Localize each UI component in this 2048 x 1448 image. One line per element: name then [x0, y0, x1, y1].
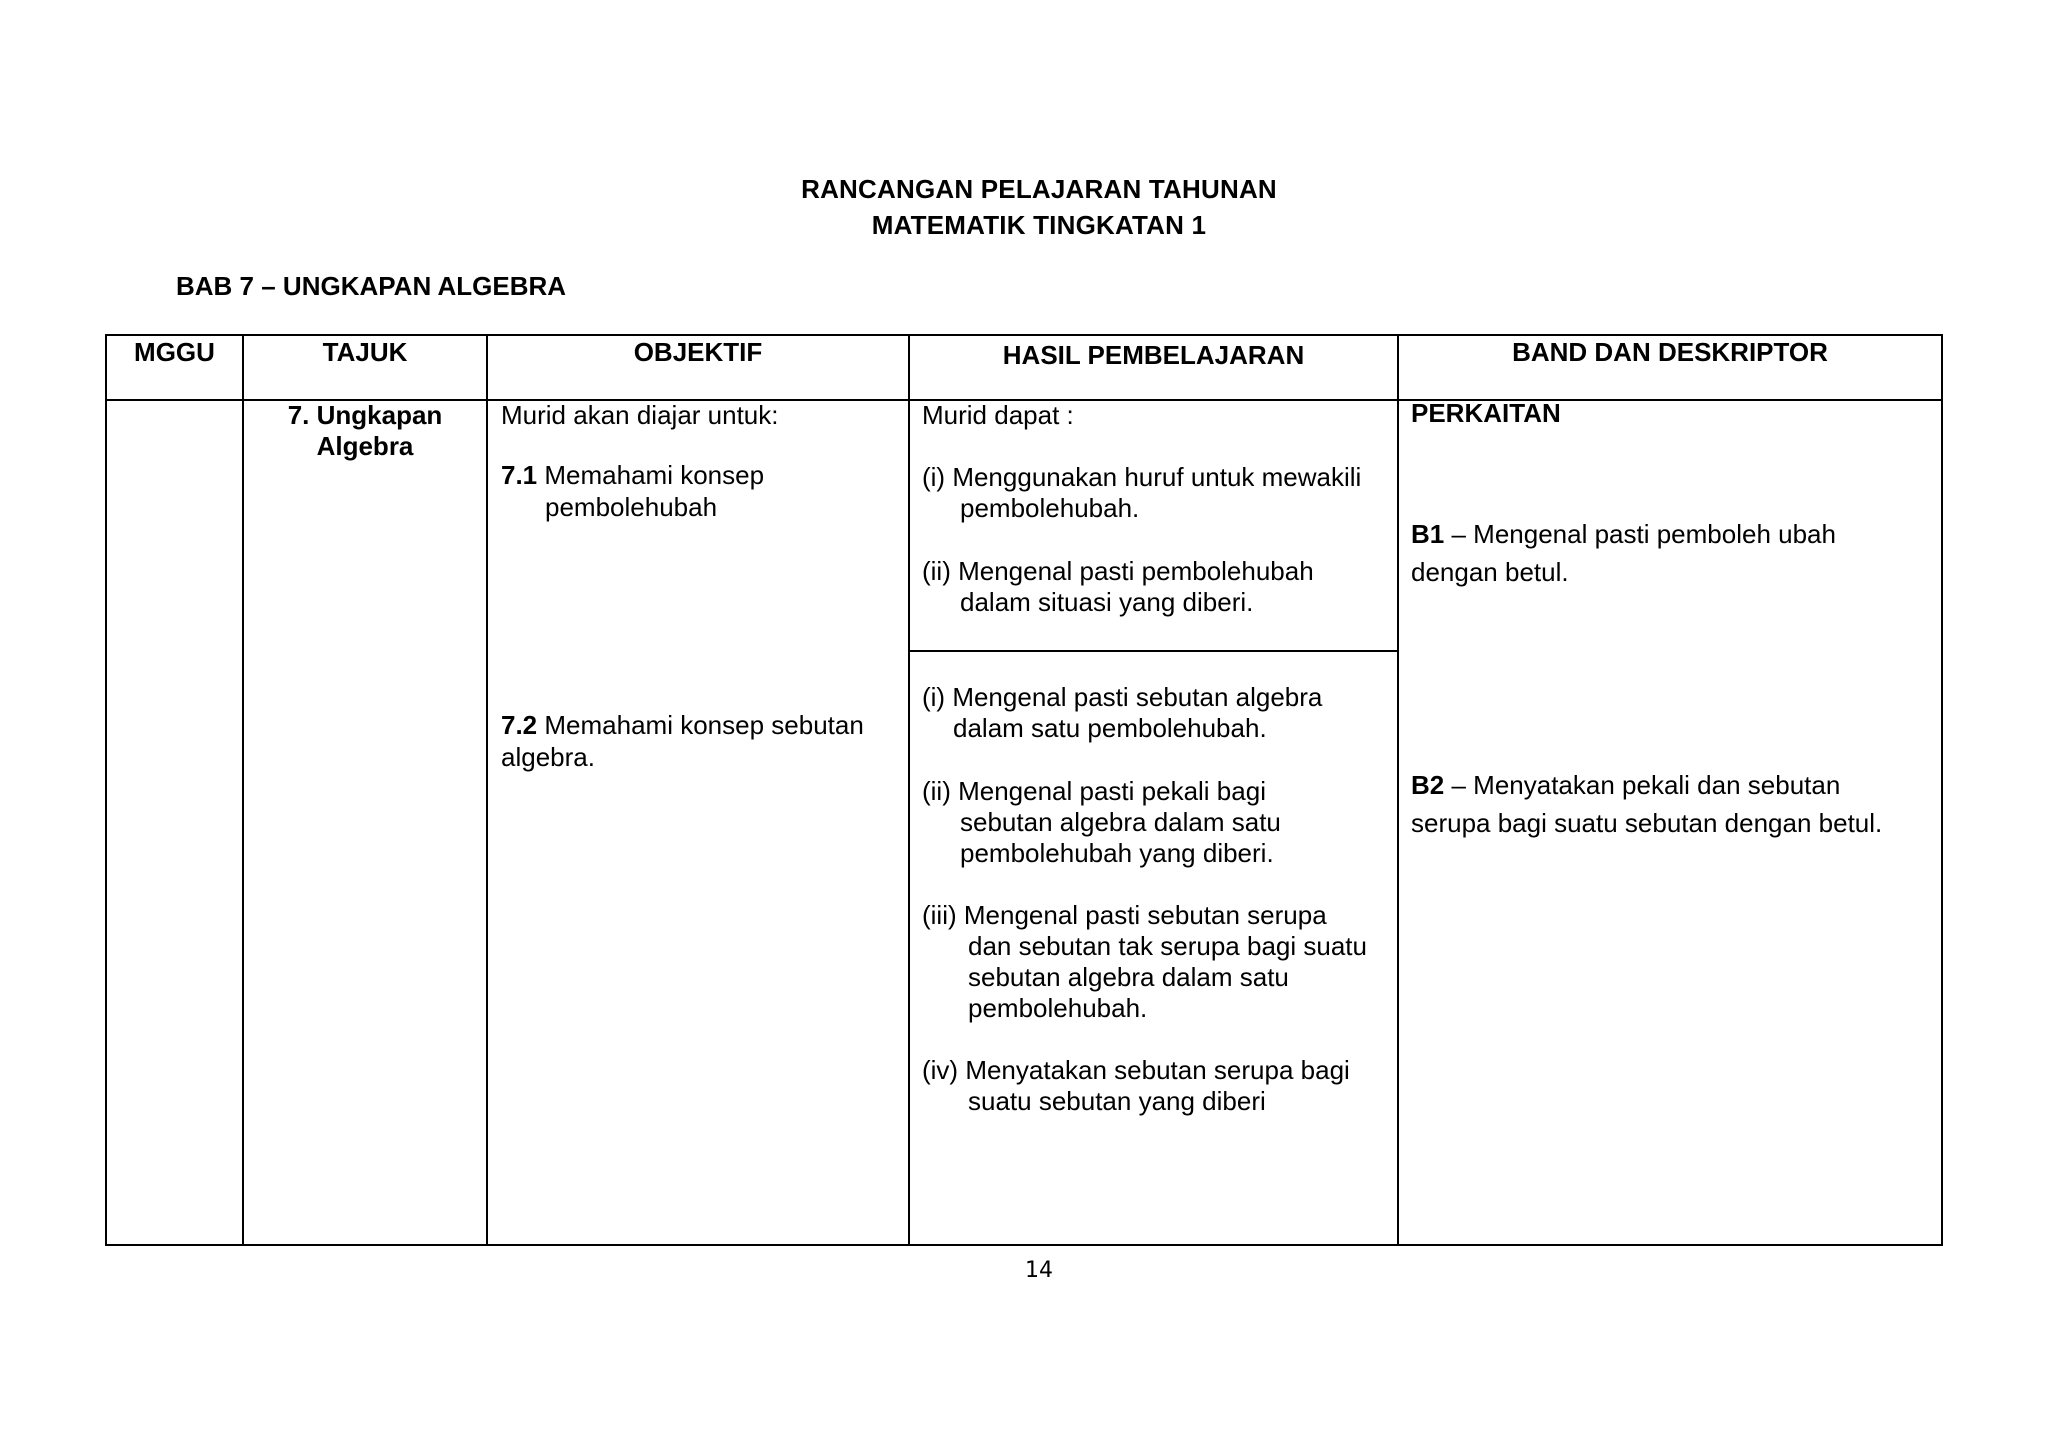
hasil-b-iii-line-2: dan sebutan tak serupa bagi suatu: [968, 931, 1367, 961]
hasil-b-iii-line-3: sebutan algebra dalam satu: [968, 962, 1289, 992]
band-b1-text: – Mengenal pasti pemboleh ubah: [1444, 519, 1836, 549]
tajuk-line-2: Algebra: [316, 431, 414, 461]
objektif-7-2-text: Memahami konsep sebutan: [544, 710, 864, 740]
hasil-b-i-line-2: dalam satu pembolehubah.: [953, 713, 1267, 743]
hasil-a-ii-line-2: dalam situasi yang diberi.: [960, 587, 1254, 617]
hasil-a-i-line-2: pembolehubah.: [960, 493, 1140, 523]
hasil-b-iv-line-1: (iv) Menyatakan sebutan serupa bagi: [922, 1055, 1350, 1085]
col-header-hasil: HASIL PEMBELAJARAN: [1002, 340, 1305, 370]
band-b1-code: B1: [1411, 519, 1445, 549]
title-line-2: MATEMATIK TINGKATAN 1: [871, 210, 1207, 240]
band-b2: [1411, 770, 1840, 801]
objektif-7-2-number: 7.2: [501, 710, 538, 740]
objektif-7-1-line-2: pembolehubah: [545, 492, 718, 522]
objektif-7-2: [501, 710, 864, 741]
hasil-b-ii-line-3: pembolehubah yang diberi.: [960, 838, 1274, 868]
objektif-7-1: [501, 460, 764, 491]
title-line-1: RANCANGAN PELAJARAN TAHUNAN: [801, 174, 1277, 204]
band-b2-code: B2: [1411, 770, 1445, 800]
band-b1-line-2: dengan betul.: [1411, 557, 1569, 587]
hasil-a-ii-line-1: (ii) Mengenal pasti pembolehubah: [922, 556, 1314, 586]
objektif-7-2-line-2: algebra.: [501, 742, 595, 772]
col-header-tajuk: TAJUK: [322, 337, 408, 367]
band-b2-text: – Menyatakan pekali dan sebutan: [1444, 770, 1841, 800]
hasil-intro: Murid dapat :: [922, 400, 1074, 430]
band-b1: [1411, 519, 1836, 550]
hasil-b-ii-line-2: sebutan algebra dalam satu: [960, 807, 1281, 837]
band-b2-line-2: serupa bagi suatu sebutan dengan betul.: [1411, 808, 1883, 838]
objektif-7-1-number: 7.1: [501, 460, 538, 490]
hasil-b-ii-line-1: (ii) Mengenal pasti pekali bagi: [922, 776, 1266, 806]
col-header-mggu: MGGU: [134, 337, 215, 367]
tajuk-cell: [243, 400, 487, 462]
tajuk-line-1: 7. Ungkapan: [287, 400, 443, 430]
hasil-b-i-line-1: (i) Mengenal pasti sebutan algebra: [922, 682, 1323, 712]
col-header-band: BAND DAN DESKRIPTOR: [1512, 337, 1828, 367]
band-heading: PERKAITAN: [1411, 398, 1561, 428]
page-number: 14: [1025, 1258, 1053, 1283]
objektif-7-1-text: Memahami konsep: [544, 460, 765, 490]
chapter-heading: BAB 7 – UNGKAPAN ALGEBRA: [176, 271, 567, 301]
hasil-a-i-line-1: (i) Menggunakan huruf untuk mewakili: [922, 462, 1362, 492]
col-header-objektif: OBJEKTIF: [633, 337, 763, 367]
hasil-b-iii-line-1: (iii) Mengenal pasti sebutan serupa: [922, 900, 1327, 930]
hasil-b-iii-line-4: pembolehubah.: [968, 993, 1148, 1023]
objektif-intro: Murid akan diajar untuk:: [501, 400, 779, 430]
hasil-b-iv-line-2: suatu sebutan yang diberi: [968, 1086, 1266, 1116]
